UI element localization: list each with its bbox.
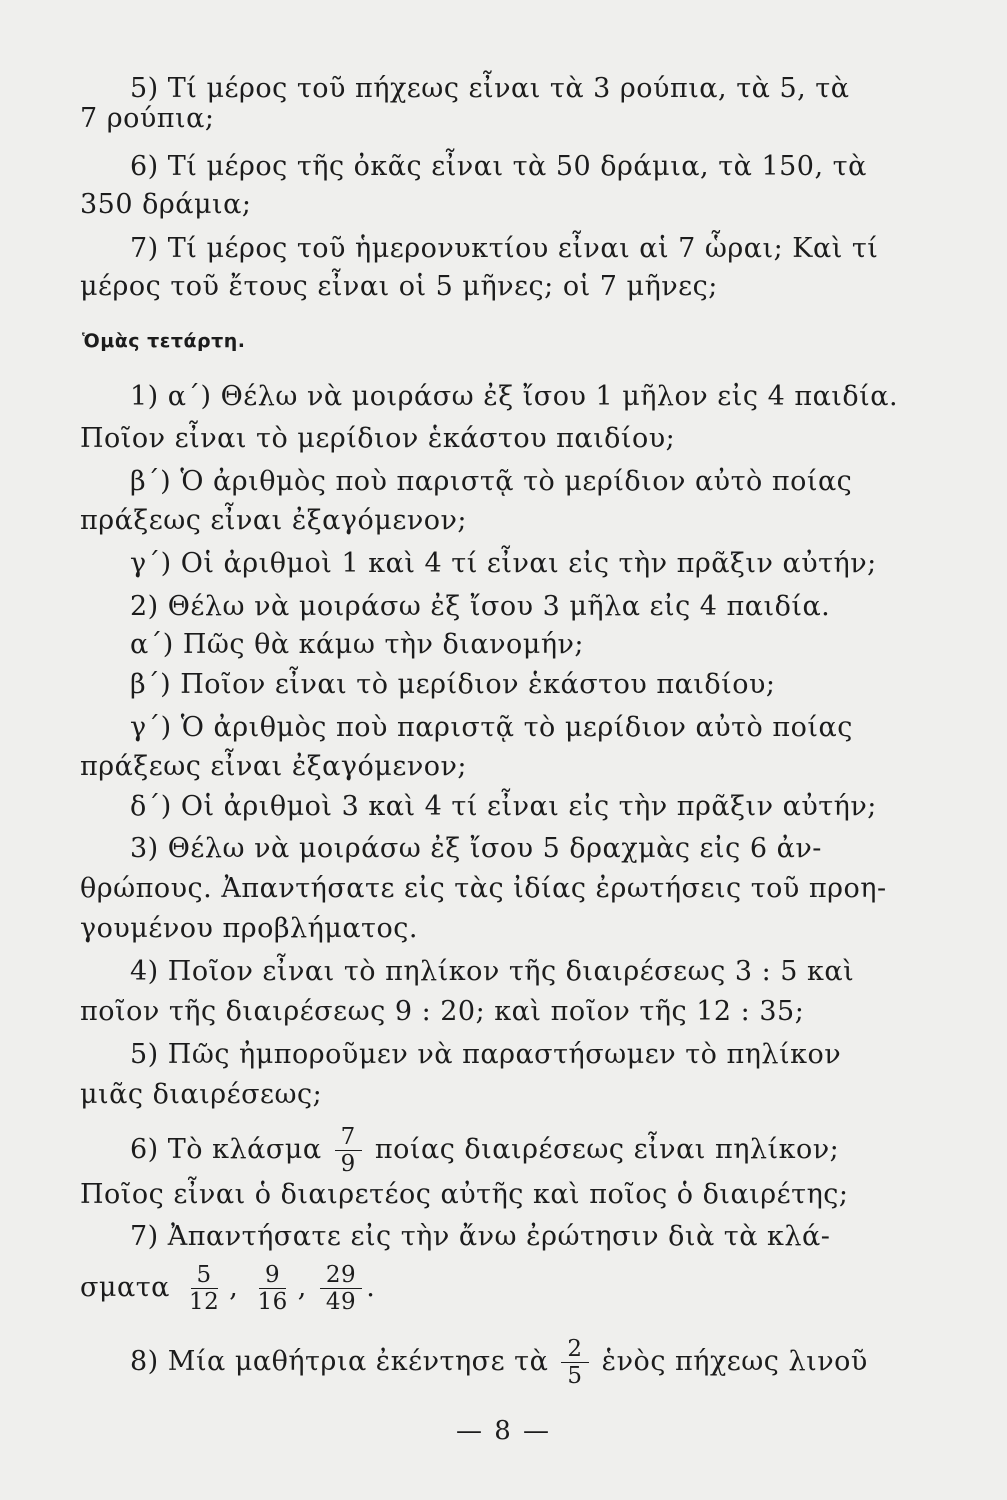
text-line: β΄) Ὁ ἀριθμὸς ποὺ παριστᾷ τὸ μερίδιον αὐτὸ ποίας [130, 466, 853, 497]
text-line: 3) Θέλω νὰ μοιράσω ἐξ ἴσου 5 δραχμὰς εἰς 6 ἀν- [130, 833, 822, 864]
period: . [366, 1272, 376, 1303]
text-line-with-fraction [130, 1330, 868, 1394]
fraction-numerator: 9 [259, 1262, 286, 1289]
fraction [183, 1262, 225, 1315]
fraction-denominator: 5 [567, 1363, 583, 1389]
section-heading: Ὁμὰς τετάρτη. [82, 330, 246, 352]
text-line: 2) Θέλω νὰ μοιράσω ἐξ ἴσου 3 μῆλα εἰς 4 παιδία. [130, 591, 831, 622]
text-line: α΄) Πῶς θὰ κάμω τὴν διανομήν; [130, 629, 585, 660]
page-number: — 8 — [455, 1416, 552, 1446]
text-span: ποίας διαιρέσεως εἶναι πηλίκον; [374, 1134, 840, 1165]
fraction [561, 1336, 588, 1389]
text-line: 1) α΄) Θέλω νὰ μοιράσω ἐξ ἴσου 1 μῆλον εἰς 4 παιδία. [130, 381, 899, 412]
text-line-with-fraction [80, 1256, 375, 1320]
text-line: 5) Τί μέρος τοῦ πήχεως εἶναι τὰ 3 ρούπια, τὰ 5, τὰ [130, 73, 850, 104]
text-line: 7) Ἀπαντήσατε εἰς τὴν ἄνω ἐρώτησιν διὰ τὰ κλά- [130, 1221, 831, 1252]
text-line: δ΄) Οἱ ἀριθμοὶ 3 καὶ 4 τί εἶναι εἰς τὴν πρᾶξιν αὐτήν; [130, 791, 877, 822]
text-line: μέρος τοῦ ἔτους εἶναι οἱ 5 μῆνες; οἱ 7 μῆνες; [80, 271, 718, 302]
fraction-numerator: 7 [335, 1124, 362, 1151]
text-span: 6) Τὸ κλάσμα [130, 1134, 322, 1165]
text-line: 4) Ποῖον εἶναι τὸ πηλίκον τῆς διαιρέσεως 3 : 5 καὶ [130, 956, 855, 987]
fraction-denominator: 16 [257, 1289, 288, 1315]
text-line: Ποῖος εἶναι ὁ διαιρετέος αὐτῆς καὶ ποῖος ὁ διαιρέτης; [80, 1179, 849, 1210]
fraction-denominator: 12 [188, 1289, 220, 1315]
text-span: ἑνὸς πήχεως λινοῦ [601, 1346, 868, 1377]
text-line: 6) Τί μέρος τῆς ὀκᾶς εἶναι τὰ 50 δράμια, τὰ 150, τὰ [130, 151, 867, 182]
text-line: 350 δράμια; [80, 189, 252, 220]
text-line: μιᾶς διαιρέσεως; [80, 1079, 323, 1110]
text-span: σματα [80, 1272, 170, 1303]
text-span: 8) Μία μαθήτρια ἐκέντησε τὰ [130, 1346, 549, 1377]
text-line: θρώπους. Ἀπαντήσατε εἰς τὰς ἰδίας ἐρωτήσεις τοῦ προη- [80, 873, 887, 904]
text-line: Ποῖον εἶναι τὸ μερίδιον ἑκάστου παιδίου; [80, 423, 676, 454]
fraction [335, 1124, 362, 1177]
comma: , [229, 1272, 239, 1303]
text-line: 7) Τί μέρος τοῦ ἡμερονυκτίου εἶναι αἱ 7 ὧραι; Καὶ τί [130, 233, 879, 264]
text-line: 7 ρούπια; [80, 103, 215, 134]
fraction-denominator: 49 [325, 1289, 357, 1315]
fraction-denominator: 9 [340, 1151, 356, 1177]
text-line: γ΄) Ὁ ἀριθμὸς ποὺ παριστᾷ τὸ μερίδιον αὐτὸ ποίας [130, 712, 853, 743]
comma: , [297, 1272, 307, 1303]
text-line-with-fraction [130, 1120, 839, 1180]
fraction-numerator: 29 [320, 1262, 362, 1289]
text-line: πράξεως εἶναι ἐξαγόμενον; [80, 505, 468, 536]
text-line: γ΄) Οἱ ἀριθμοὶ 1 καὶ 4 τί εἶναι εἰς τὴν πρᾶξιν αὐτήν; [130, 548, 877, 579]
text-line: πράξεως εἶναι ἐξαγόμενον; [80, 751, 468, 782]
fraction-numerator: 5 [191, 1262, 218, 1289]
fraction [320, 1262, 362, 1315]
text-line: ποῖον τῆς διαιρέσεως 9 : 20; καὶ ποῖον τῆς 12 : 35; [80, 996, 805, 1027]
text-line: γουμένου προβλήματος. [80, 913, 418, 944]
fraction-numerator: 2 [561, 1336, 588, 1363]
fraction [251, 1262, 293, 1315]
text-line: β΄) Ποῖον εἶναι τὸ μερίδιον ἑκάστου παιδίου; [130, 669, 776, 700]
text-line: 5) Πῶς ἠμποροῦμεν νὰ παραστήσωμεν τὸ πηλίκον [130, 1039, 842, 1070]
